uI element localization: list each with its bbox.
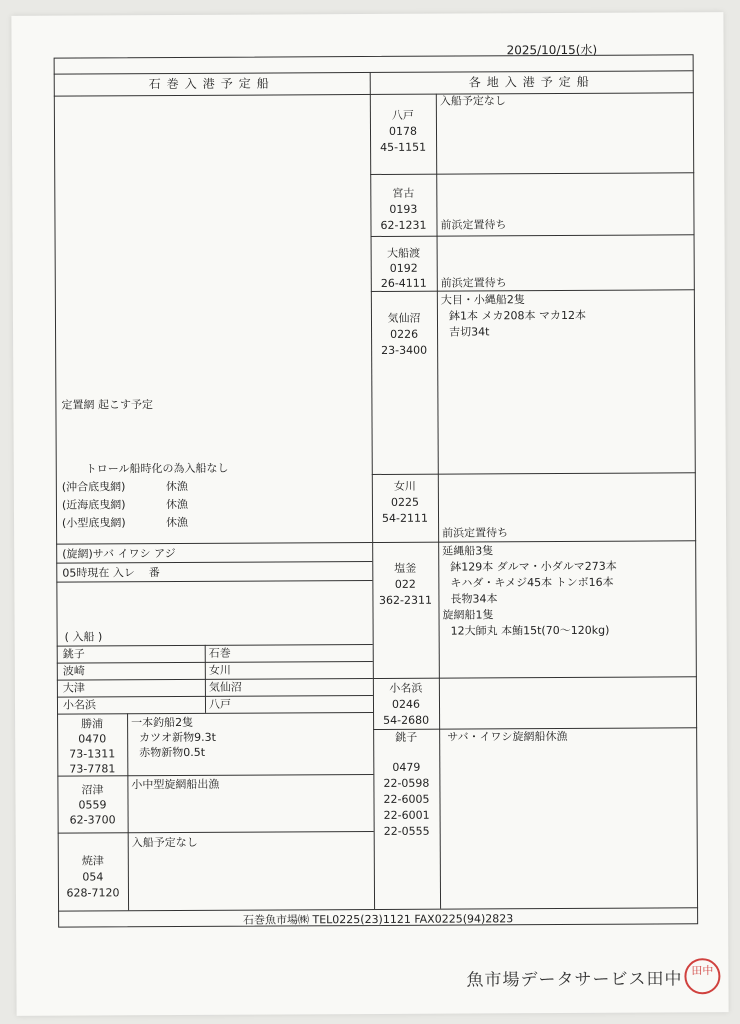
name-seal: 田中 — [684, 958, 720, 994]
port-area-code: 0479 — [392, 760, 421, 774]
port-phone: 22-6005 — [383, 792, 430, 806]
port-phone: 54-2680 — [383, 713, 430, 727]
port-phone: 26-4111 — [380, 276, 427, 290]
port-area-code: 054 — [82, 870, 104, 884]
signature: 魚市場データサービス田中 — [466, 969, 683, 991]
port-note: 鉢129本 ダルマ・小ダルマ273本 — [450, 559, 617, 574]
port-area-code: 0193 — [389, 202, 418, 216]
gear-type-label: (近海底曳網) — [61, 498, 126, 512]
port-name: 女川 — [393, 479, 416, 493]
port-name: 焼津 — [81, 854, 104, 868]
seine-line: (旋網)サバ イワシ アジ — [62, 547, 176, 561]
port-note: 長物34本 — [450, 592, 498, 606]
report-sheet — [11, 12, 728, 1016]
port-note: 入船予定なし — [131, 835, 198, 850]
port-phone: 73-7781 — [69, 762, 116, 776]
port-note: 延縄船3隻 — [442, 544, 494, 558]
port-name: 小名浜 — [389, 681, 423, 695]
port-phone: 22-0598 — [383, 776, 430, 790]
port-phone: 22-0555 — [383, 824, 430, 838]
gear-status: 休漁 — [165, 497, 188, 512]
port-area-code: 0178 — [388, 124, 418, 138]
port-note: 小中型旋網船出漁 — [131, 777, 220, 792]
port-note: 赤物新物0.5t — [139, 745, 206, 760]
port-note: 前浜定置待ち — [440, 276, 507, 290]
port-phone: 45-1151 — [380, 140, 427, 154]
nyusen-port: 八戸 — [208, 697, 232, 711]
nyusen-port: 波崎 — [62, 664, 85, 678]
gear-status: 休漁 — [166, 515, 189, 530]
nyusen-port: 小名浜 — [62, 698, 97, 712]
port-note: 鉢1本 メカ208本 マカ12本 — [448, 308, 586, 323]
port-area-code: 0246 — [391, 697, 421, 711]
port-name: 銚子 — [395, 730, 418, 744]
right-header: 各地入港予定船 — [468, 74, 595, 90]
port-note: 旋網船1隻 — [442, 608, 494, 622]
port-note: 前浜定置待ち — [440, 218, 507, 232]
trawl-note: トロール船時化の為入船なし — [85, 461, 229, 476]
port-name: 勝浦 — [81, 717, 104, 731]
port-phone: 62-3700 — [69, 813, 116, 827]
nyusen-label: ( 入船 ) — [64, 630, 103, 644]
port-name: 大船渡 — [387, 246, 421, 260]
port-phone: 628-7120 — [66, 886, 120, 900]
port-note: 前浜定置待ち — [442, 526, 509, 540]
nyusen-port: 大津 — [62, 681, 85, 695]
port-name: 沼津 — [81, 783, 104, 797]
port-area-code: 0470 — [78, 732, 107, 746]
port-phone: 73-1311 — [69, 747, 116, 761]
port-phone: 23-3400 — [381, 343, 428, 357]
nyusen-port: 女川 — [208, 663, 231, 677]
teichi-note: 定置網 起こす予定 — [61, 398, 153, 412]
port-phone: 362-2311 — [378, 593, 432, 607]
footer-contact: 石巻魚市場㈱ TEL0225(23)1121 FAX0225(94)2823 — [242, 912, 514, 927]
port-phone: 62-1231 — [380, 218, 427, 232]
port-name: 宮古 — [392, 186, 415, 200]
port-area-code: 0226 — [390, 327, 419, 341]
port-name: 八戸 — [391, 108, 414, 122]
port-note: キハダ・キメジ45本 トンボ16本 — [450, 575, 614, 590]
port-note: サバ・イワシ旋網船休漁 — [447, 729, 568, 744]
port-area-code: 0225 — [390, 495, 419, 509]
gear-type-label: (沖合底曳網) — [61, 480, 126, 494]
port-phone: 22-6001 — [383, 808, 430, 822]
port-note: 吉切34t — [449, 325, 490, 339]
port-note: 入船予定なし — [439, 94, 506, 108]
report-date: 2025/10/15(水) — [506, 42, 598, 58]
gear-type-label: (小型底曳網) — [62, 516, 126, 530]
port-phone: 54-2111 — [382, 511, 429, 525]
port-note: 大目・小縄船2隻 — [440, 293, 525, 307]
port-note: 12大師丸 本鮪15t(70〜120kg) — [450, 623, 610, 638]
nyusen-port: 石巻 — [208, 646, 231, 660]
port-note: カツオ新物9.3t — [139, 730, 217, 745]
port-name: 塩釜 — [394, 561, 417, 575]
left-header: 石巻入港予定船 — [148, 76, 275, 92]
port-area-code: 0559 — [78, 798, 107, 812]
nyusen-port: 銚子 — [62, 647, 85, 661]
gear-status: 休漁 — [165, 479, 188, 494]
port-name: 気仙沼 — [387, 311, 421, 325]
port-note: 一本釣船2隻 — [131, 715, 194, 730]
port-area-code: 022 — [394, 577, 416, 591]
port-area-code: 0192 — [389, 261, 418, 275]
time-line: 05時現在 入レ 番 — [62, 566, 160, 580]
nyusen-port: 気仙沼 — [208, 680, 242, 694]
